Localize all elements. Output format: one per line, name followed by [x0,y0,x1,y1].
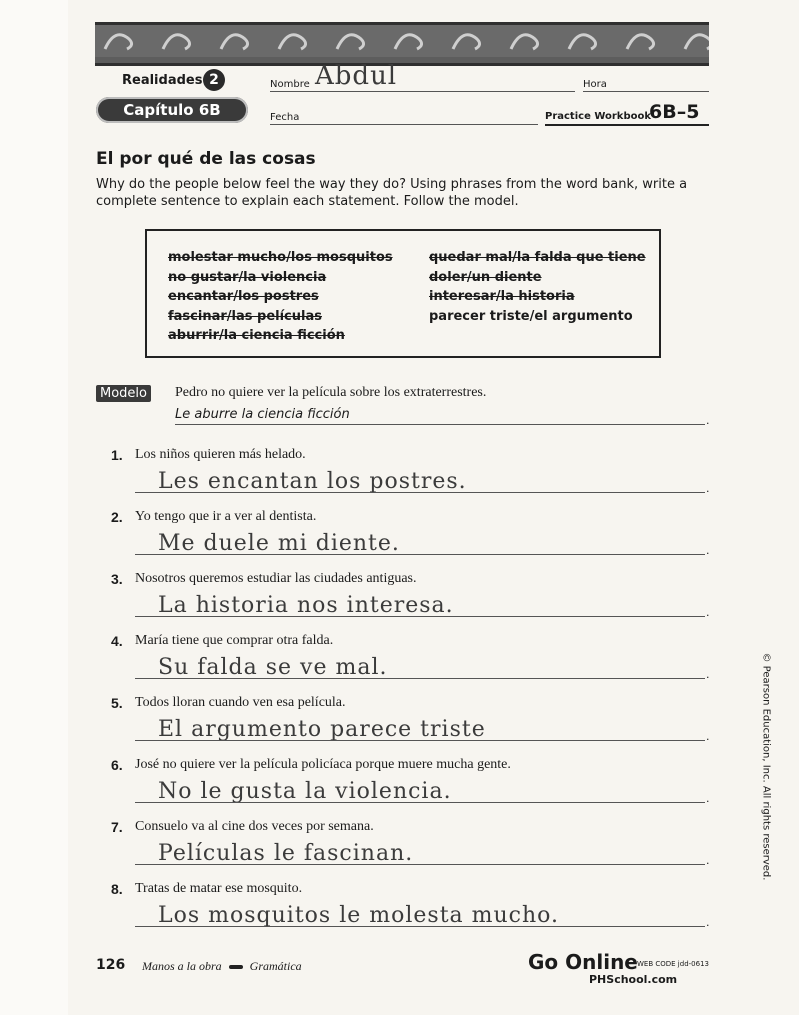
activity-code: 6B–5 [649,101,700,123]
model-answer: Le aburre la ciencia ficción [175,407,350,422]
page-number: 126 [96,957,126,973]
period-mark: . [706,854,710,867]
answer-line [135,616,705,617]
answer-line [135,678,705,679]
word-bank-item: encantar/los postres [168,289,319,304]
item-number: 2. [111,509,123,525]
word-bank-right-column [429,248,646,326]
item-answer[interactable]: Me duele mi diente. [158,531,400,556]
instructions: Why do the people below feel the way they do? Using phrases from the word bank, write a complete sentence to explain each statement. Follow the model. [96,177,688,209]
item-answer[interactable]: Los mosquitos le molesta mucho. [158,903,560,928]
chapter-pill: Capítulo 6B [96,97,248,123]
model-prompt: Pedro no quiere ver la película sobre los extraterrestres. [175,385,487,400]
word-bank-left-column [168,248,393,346]
item-answer[interactable]: La historia nos interesa. [158,593,454,618]
item-prompt: Yo tengo que ir a ver al dentista. [135,509,317,524]
word-bank-item: interesar/la historia [429,289,575,304]
modelo-badge: Modelo [96,385,151,402]
answer-line [135,492,705,493]
footer-title-text: Manos a la obra [142,959,222,973]
series-level-badge: 2 [203,69,225,91]
answer-line [135,864,705,865]
item-prompt: José no quiere ver la película policíaca porque muere mucha gente. [135,757,511,772]
item-number: 1. [111,447,123,463]
word-bank [145,229,661,358]
item-answer[interactable]: No le gusta la violencia. [158,779,452,804]
item-number: 6. [111,757,123,773]
item-answer[interactable]: Su falda se ve mal. [158,655,388,680]
copyright-notice [755,652,772,881]
item-prompt: Los niños quieren más helado. [135,447,306,462]
word-bank-item: no gustar/la violencia [168,269,327,285]
item-prompt: Tratas de matar ese mosquito. [135,881,303,896]
wave-pattern-icon [95,25,709,57]
item-answer[interactable]: Películas le fascinan. [158,841,414,866]
go-online-logo: Go Online [528,950,638,974]
item-prompt: Todos lloran cuando ven esa película. [135,695,346,710]
footer-subtitle: Gramática [249,959,302,973]
decorative-banner [95,22,709,66]
item-number: 7. [111,819,123,835]
period-mark: . [706,544,710,557]
dash-icon [229,965,243,969]
item-number: 4. [111,633,123,649]
period-mark: . [706,414,710,427]
web-code: WEB CODE jdd-0613 [637,960,709,968]
period-mark: . [706,792,710,805]
fecha-line[interactable] [270,124,538,125]
site-name: PHSchool.com [589,973,678,986]
period-mark: . [706,916,710,929]
nombre-value[interactable]: Abdul [315,61,398,91]
item-number: 3. [111,571,123,587]
workbook-label: Practice Workbook [545,111,652,122]
item-number: 5. [111,695,123,711]
copyright-text: © Pearson Education, Inc. All rights reserved. [760,652,772,881]
section-title: El por qué de las cosas [96,149,316,169]
answer-line [135,554,705,555]
hora-label: Hora [583,79,607,90]
model-answer-line [175,424,705,425]
item-number: 8. [111,881,123,897]
fecha-label: Fecha [270,112,300,123]
item-answer[interactable]: El argumento parece triste [158,717,486,742]
answer-line [135,802,705,803]
word-bank-item: molestar mucho/los mosquitos [168,250,393,265]
period-mark: . [706,606,710,619]
word-bank-item: doler/un diente [429,269,542,285]
item-prompt: Nosotros queremos estudiar las ciudades antiguas. [135,571,417,586]
series-label: Realidades [122,73,203,88]
page-margin [0,0,68,1015]
footer-title [142,959,302,974]
word-bank-item: quedar mal/la falda que tiene [429,250,646,265]
word-bank-item: fascinar/las películas [168,308,322,324]
word-bank-item: aburrir/la ciencia ficción [168,328,345,343]
period-mark: . [706,482,710,495]
period-mark: . [706,668,710,681]
header-rule [545,124,709,126]
hora-line[interactable] [583,91,709,92]
item-prompt: Consuelo va al cine dos veces por semana. [135,819,374,834]
answer-line [135,740,705,741]
answer-line [135,926,705,927]
nombre-label: Nombre [270,79,310,90]
nombre-line [270,91,575,92]
period-mark: . [706,730,710,743]
word-bank-item: parecer triste/el argumento [429,308,633,324]
item-answer[interactable]: Les encantan los postres. [158,469,467,494]
item-prompt: María tiene que comprar otra falda. [135,633,334,648]
